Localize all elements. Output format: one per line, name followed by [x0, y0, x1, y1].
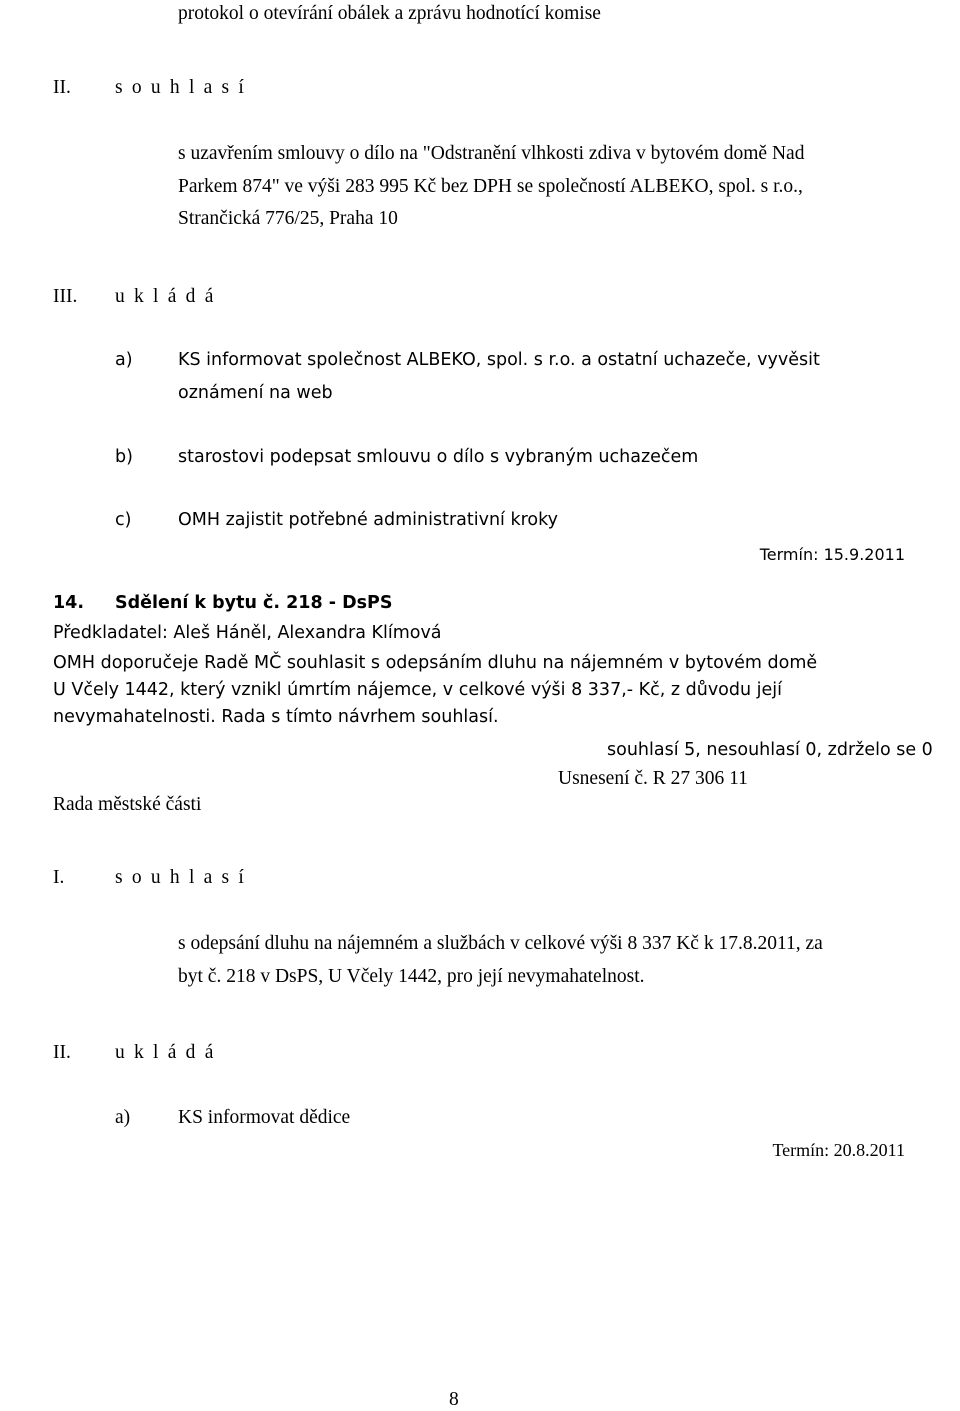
list-item-label: a)	[115, 350, 133, 370]
deadline: Termín: 15.9.2011	[759, 545, 905, 564]
item-submitters: Předkladatel: Aleš Háněl, Alexandra Klímová	[53, 623, 442, 643]
item-body-line: U Včely 1442, který vznikl úmrtím nájemce, v celkové výši 8 337,- Kč, z důvodu její	[53, 680, 782, 700]
resolution-number: Usnesení č. R 27 306 11	[558, 768, 748, 789]
page-number: 8	[449, 1389, 459, 1410]
section-numeral: I.	[53, 867, 65, 888]
continuation-text: protokol o otevírání obálek a zprávu hodnotící komise	[178, 3, 601, 24]
section-text-line: Strančická 776/25, Praha 10	[178, 208, 398, 229]
item-title: Sdělení k bytu č. 218 - DsPS	[115, 593, 393, 613]
section-verb: s o u h l a s í	[115, 77, 247, 98]
item-body-line: OMH doporučeje Radě MČ souhlasit s odepsáním dluhu na nájemném v bytovém domě	[53, 653, 818, 673]
section-verb: u k l á d á	[115, 1042, 216, 1063]
list-item-label: b)	[115, 447, 133, 467]
list-item-text: KS informovat dědice	[178, 1107, 351, 1128]
list-item-text: KS informovat společnost ALBEKO, spol. s r.o. a ostatní uchazeče, vyvěsit	[178, 350, 820, 370]
list-item-text: OMH zajistit potřebné administrativní kroky	[178, 510, 558, 530]
council-heading: Rada městské části	[53, 794, 202, 815]
section-numeral: II.	[53, 77, 71, 98]
section-text-line: Parkem 874" ve výši 283 995 Kč bez DPH se společností ALBEKO, spol. s r.o.,	[178, 176, 803, 197]
list-item-text: oznámení na web	[178, 383, 333, 403]
list-item-label: c)	[115, 510, 132, 530]
section-text-line: s odepsání dluhu na nájemném a službách v celkové výši 8 337 Kč k 17.8.2011, za	[178, 933, 823, 954]
deadline: Termín: 20.8.2011	[772, 1140, 905, 1160]
section-verb: s o u h l a s í	[115, 867, 247, 888]
list-item-label: a)	[115, 1107, 131, 1128]
section-numeral: III.	[53, 286, 78, 307]
item-number: 14.	[53, 593, 85, 613]
section-numeral: II.	[53, 1042, 71, 1063]
section-text-line: byt č. 218 v DsPS, U Včely 1442, pro její nevymahatelnost.	[178, 966, 645, 987]
section-verb: u k l á d á	[115, 286, 216, 307]
section-text-line: s uzavřením smlouvy o dílo na "Odstranění vlhkosti zdiva v bytovém domě Nad	[178, 143, 805, 164]
list-item-text: starostovi podepsat smlouvu o dílo s vybraným uchazečem	[178, 447, 699, 467]
item-body-line: nevymahatelnosti. Rada s tímto návrhem souhlasí.	[53, 707, 499, 727]
vote-result: souhlasí 5, nesouhlasí 0, zdrželo se 0	[607, 740, 933, 760]
